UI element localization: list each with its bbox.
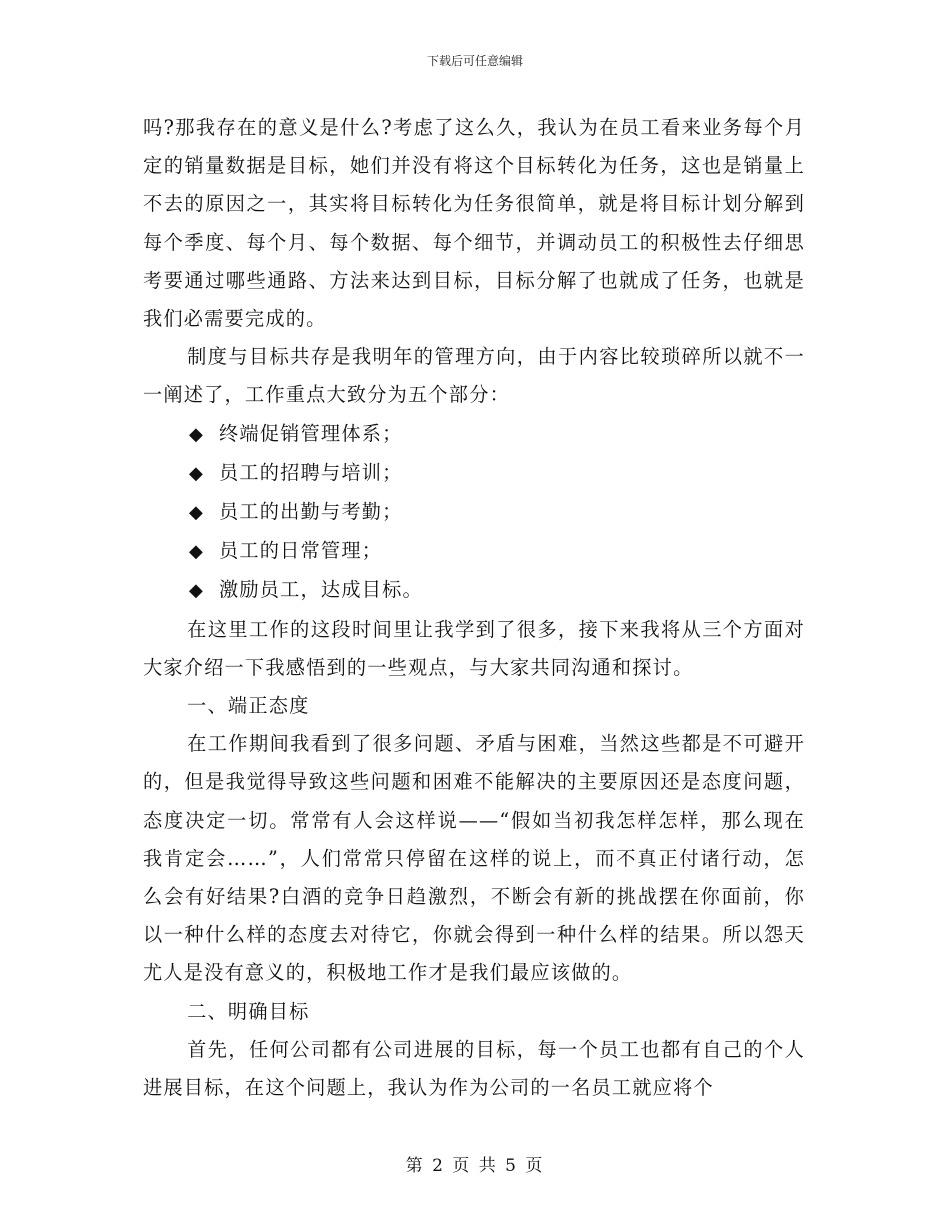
list-item-text: 员工的日常管理； — [219, 539, 383, 563]
list-item — [143, 415, 805, 454]
page-number: 第 2 页 共 5 页 — [405, 1156, 545, 1176]
diamond-bullet-icon: ◆ — [189, 580, 205, 602]
paragraph-attitude: 在工作期间我看到了很多问题、矛盾与困难，当然这些都是不可避开的，但是我觉得导致这些问题和困难不能解决的主要原因还是态度问题，态度决定一切。常常有人会这样说——“假如当初我怎样怎样，那么现在我肯定会……”，人们常常只停留在这样的说上，而不真正付诸行动，怎么会有好结果?白酒的竞争日趋激烈，不断会有新的挑战摆在你面前，你以一种什么样的态度去对待它，你就会得到一种什么样的结果。所以怨天尤人是没有意义的，积极地工作才是我们最应该做的。 — [143, 732, 805, 985]
list-item — [143, 493, 805, 532]
section-heading-goals: 二、明确目标 — [187, 999, 310, 1023]
list-item-text: 激励员工，达成目标。 — [219, 578, 423, 602]
paragraph-work-focus: 制度与目标共存是我明年的管理方向，由于内容比较琐碎所以就不一一阐述了，工作重点大致分为五个部分： — [143, 345, 805, 407]
list-item — [143, 571, 805, 610]
page-header: 下载后可任意编辑 — [426, 54, 523, 68]
list-item — [143, 454, 805, 493]
section-heading-attitude: 一、端正态度 — [187, 694, 310, 718]
list-item-text: 终端促销管理体系； — [219, 421, 403, 445]
document-body — [143, 109, 805, 1107]
list-item-text: 员工的出勤与考勤； — [219, 500, 403, 524]
paragraph-continued: 吗?那我存在的意义是什么?考虑了这么久，我认为在员工看来业务每个月定的销量数据是目标，她们并没有将这个目标转化为任务，这也是销量上不去的原因之一，其实将目标转化为任务很简单，就是将目标计划分解到每个季度、每个月、每个数据、每个细节，并调动员工的积极性去仔细思考要通过哪些通路、方法来达到目标，目标分解了也就成了任务，也就是我们必需要完成的。 — [143, 116, 805, 331]
diamond-bullet-icon: ◆ — [189, 462, 205, 484]
diamond-bullet-icon: ◆ — [189, 541, 205, 563]
work-focus-list — [143, 415, 805, 611]
paragraph-goals: 首先，任何公司都有公司进展的目标，每一个员工也都有自己的个人进展目标，在这个问题上，我认为作为公司的一名员工就应将个 — [143, 1037, 805, 1100]
diamond-bullet-icon: ◆ — [189, 423, 205, 445]
diamond-bullet-icon: ◆ — [189, 502, 205, 524]
list-item — [143, 532, 805, 571]
paragraph-intro: 在这里工作的这段时间里让我学到了很多，接下来我将从三个方面对大家介绍一下我感悟到的一些观点，与大家共同沟通和探讨。 — [143, 617, 805, 679]
list-item-text: 员工的招聘与培训； — [219, 460, 403, 484]
